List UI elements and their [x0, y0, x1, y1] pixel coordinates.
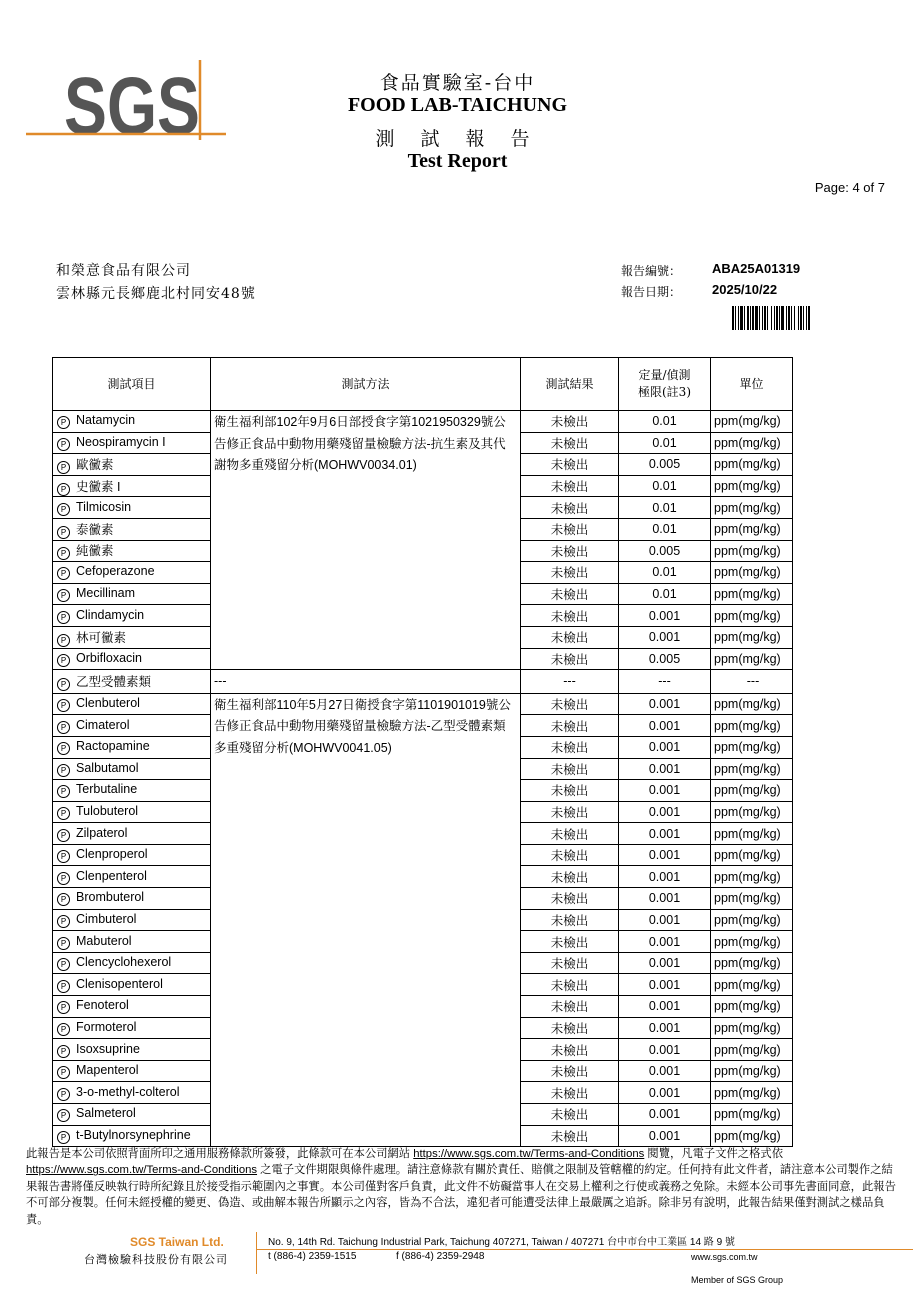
unit-cell: ppm(mg/kg): [711, 758, 793, 780]
p-marker-icon: P: [57, 547, 70, 560]
result-cell: 未檢出: [521, 715, 619, 737]
results-table: [52, 357, 793, 1147]
test-method-cell: 衛生福利部110年5月27日衛授食字第1101901019號公告修正食品中動物用藥殘留量檢驗方法-乙型受體素類多重殘留分析(MOHWV0041.05): [211, 693, 521, 1146]
unit-cell: ppm(mg/kg): [711, 1039, 793, 1061]
report-date: 2025/10/22: [712, 282, 778, 297]
unit-cell: ppm(mg/kg): [711, 823, 793, 845]
p-marker-icon: P: [57, 611, 70, 624]
result-cell: 未檢出: [521, 605, 619, 627]
p-marker-icon: P: [57, 829, 70, 842]
result-cell: 未檢出: [521, 974, 619, 996]
test-item-name: t-Butylnorsynephrine: [76, 1127, 191, 1142]
footer-fax: f (886-4) 2359-2948: [396, 1251, 485, 1262]
limit-cell: 0.01: [619, 562, 711, 584]
p-marker-icon: P: [57, 416, 70, 429]
limit-cell: 0.01: [619, 583, 711, 605]
limit-cell: 0.001: [619, 626, 711, 648]
p-marker-icon: P: [57, 721, 70, 734]
report-title-zh: 測 試 報 告: [375, 128, 540, 150]
test-item-name: Fenoterol: [76, 998, 129, 1013]
p-marker-icon: P: [57, 915, 70, 928]
limit-cell: 0.001: [619, 758, 711, 780]
p-marker-icon: P: [57, 526, 70, 539]
footer-telephone: t (886-4) 2359-1515: [268, 1251, 357, 1262]
limit-cell: 0.001: [619, 909, 711, 931]
unit-cell: ppm(mg/kg): [711, 996, 793, 1018]
test-item-cell: [53, 931, 211, 953]
result-cell: 未檢出: [521, 823, 619, 845]
result-cell: 未檢出: [521, 888, 619, 910]
result-cell: 未檢出: [521, 1039, 619, 1061]
test-item-cell: [53, 626, 211, 648]
test-item-cell: [53, 1017, 211, 1039]
test-item-cell: [53, 518, 211, 540]
p-marker-icon: P: [57, 1023, 70, 1036]
test-item-name: Salmeterol: [76, 1106, 136, 1121]
result-cell: 未檢出: [521, 1125, 619, 1147]
terms-link-1[interactable]: https://www.sgs.com.tw/Terms-and-Conditions: [413, 1148, 645, 1160]
p-marker-icon: P: [57, 503, 70, 516]
terms-link-2[interactable]: https://www.sgs.com.tw/Terms-and-Conditions: [26, 1164, 258, 1177]
test-item-name: 林可黴素: [76, 630, 127, 645]
p-marker-icon: P: [57, 893, 70, 906]
unit-cell: ppm(mg/kg): [711, 518, 793, 540]
limit-cell: 0.001: [619, 974, 711, 996]
p-marker-icon: P: [57, 958, 70, 971]
limit-cell: 0.001: [619, 996, 711, 1018]
p-marker-icon: P: [57, 872, 70, 885]
disclaimer-text-2: 閱覽，凡電子文件之格式依: [644, 1148, 783, 1160]
limit-cell: 0.001: [619, 888, 711, 910]
p-marker-icon: P: [57, 764, 70, 777]
result-cell: 未檢出: [521, 1060, 619, 1082]
unit-cell: ppm(mg/kg): [711, 715, 793, 737]
results-body: [53, 411, 793, 1147]
test-item-name: 3-o-methyl-colterol: [76, 1084, 180, 1099]
test-item-name: 史黴素 I: [76, 479, 121, 494]
test-item-name: Mabuterol: [76, 933, 132, 948]
header-test-method: 測試方法: [211, 358, 521, 411]
test-item-name: Clindamycin: [76, 607, 145, 622]
svg-text:SGS: SGS: [64, 61, 200, 140]
unit-cell: ppm(mg/kg): [711, 475, 793, 497]
test-item-name: Mecillinam: [76, 586, 136, 601]
client-name: 和榮意食品有限公司: [56, 263, 191, 279]
p-marker-icon: P: [57, 1109, 70, 1122]
test-item-cell: [53, 411, 211, 433]
test-item-cell: [53, 562, 211, 584]
unit-cell: ppm(mg/kg): [711, 1060, 793, 1082]
test-item-name: Neospiramycin I: [76, 434, 166, 449]
header-limit: [619, 358, 711, 411]
unit-cell: ppm(mg/kg): [711, 626, 793, 648]
barcode: [732, 306, 860, 330]
result-cell: 未檢出: [521, 780, 619, 802]
client-address: 雲林縣元長鄉鹿北村同安48號: [56, 286, 256, 302]
p-marker-icon: P: [57, 850, 70, 863]
test-item-cell: [53, 1060, 211, 1082]
unit-cell: ppm(mg/kg): [711, 1104, 793, 1126]
test-item-cell: [53, 475, 211, 497]
unit-cell: ppm(mg/kg): [711, 866, 793, 888]
result-cell: 未檢出: [521, 909, 619, 931]
test-item-name: Terbutaline: [76, 782, 138, 797]
test-item-name: Tilmicosin: [76, 499, 132, 514]
unit-cell: ppm(mg/kg): [711, 540, 793, 562]
result-cell: 未檢出: [521, 758, 619, 780]
p-marker-icon: P: [57, 634, 70, 647]
test-item-name: Natamycin: [76, 413, 136, 428]
test-item-cell: [53, 693, 211, 715]
p-marker-icon: P: [57, 699, 70, 712]
limit-cell: 0.001: [619, 736, 711, 758]
result-cell: 未檢出: [521, 648, 619, 670]
test-item-cell: [53, 974, 211, 996]
p-marker-icon: P: [57, 438, 70, 451]
test-item-cell: [53, 1125, 211, 1147]
p-marker-icon: P: [57, 1001, 70, 1014]
limit-cell: 0.001: [619, 1082, 711, 1104]
limit-cell: 0.001: [619, 780, 711, 802]
unit-cell: ppm(mg/kg): [711, 844, 793, 866]
report-number-label: 報告編號：: [621, 264, 682, 278]
result-cell: 未檢出: [521, 583, 619, 605]
limit-cell: 0.001: [619, 1060, 711, 1082]
limit-cell: 0.001: [619, 931, 711, 953]
table-row: [53, 411, 793, 433]
unit-cell: ppm(mg/kg): [711, 1125, 793, 1147]
header-limit-text: 定量/偵測 極限(註3): [638, 368, 691, 399]
test-item-cell: [53, 736, 211, 758]
test-item-name: Orbifloxacin: [76, 650, 142, 665]
test-item-cell: [53, 888, 211, 910]
unit-cell: ppm(mg/kg): [711, 952, 793, 974]
unit-cell: ppm(mg/kg): [711, 931, 793, 953]
limit-cell: 0.01: [619, 432, 711, 454]
limit-cell: 0.001: [619, 1125, 711, 1147]
result-cell: 未檢出: [521, 693, 619, 715]
disclaimer-text-1: 此報告是本公司依照背面所印之通用服務條款所簽發，此條款可在本公司網站: [26, 1148, 414, 1160]
table-row: [53, 693, 793, 715]
p-marker-icon: P: [57, 567, 70, 580]
test-item-name: Mapenterol: [76, 1063, 139, 1078]
result-cell: 未檢出: [521, 1104, 619, 1126]
result-cell: 未檢出: [521, 952, 619, 974]
lab-name-zh: 食品實驗室-台中: [379, 72, 536, 94]
test-item-name: 乙型受體素類: [76, 674, 152, 689]
footer-company-en: SGS Taiwan Ltd.: [130, 1235, 224, 1249]
unit-cell: ppm(mg/kg): [711, 780, 793, 802]
test-item-name: Clenisopenterol: [76, 976, 163, 991]
test-item-cell: [53, 670, 211, 694]
result-cell: 未檢出: [521, 411, 619, 433]
unit-cell: ppm(mg/kg): [711, 736, 793, 758]
footer-divider-horizontal: [256, 1249, 913, 1250]
limit-cell: 0.001: [619, 1017, 711, 1039]
report-number: ABA25A01319: [712, 261, 801, 276]
result-cell: 未檢出: [521, 866, 619, 888]
test-item-cell: [53, 823, 211, 845]
footer-member: Member of SGS Group: [691, 1275, 784, 1285]
p-marker-icon: P: [57, 1045, 70, 1058]
result-cell: 未檢出: [521, 562, 619, 584]
p-marker-icon: P: [57, 937, 70, 950]
disclaimer-text-3: 之電子文件期限與條件處理。請注意條款有關於責任、賠償之限制及管轄權的約定。任何持有此文件者，請注意本公司製作之結果報告書將僅反映執行時所紀錄且於接受指示範圍內之事實。本公司僅對客戶負責，此文件不妨礙當事人在交易上權利之行使或義務之免除。未經本公司事先書面同意，此報告不可部分複製。任何未經授權的變更、偽造、或曲解本報告所顯示之內容，皆為不合法，違犯者可能遭受法律上最嚴厲之追訴。除非另有說明，此報告結果僅對測試之樣品負責。: [26, 1164, 896, 1226]
test-item-name: Cimaterol: [76, 717, 130, 732]
p-marker-icon: P: [57, 1066, 70, 1079]
test-item-cell: [53, 540, 211, 562]
unit-cell: ppm(mg/kg): [711, 562, 793, 584]
result-cell: 未檢出: [521, 454, 619, 476]
unit-cell: ppm(mg/kg): [711, 497, 793, 519]
p-marker-icon: P: [57, 980, 70, 993]
footer-address: No. 9, 14th Rd. Taichung Industrial Park, Taichung 407271, Taiwan / 407271 台中市台中工業區 14 路 9 號: [268, 1237, 735, 1248]
p-marker-icon: P: [57, 461, 70, 474]
test-item-name: Isoxsuprine: [76, 1041, 140, 1056]
result-cell: 未檢出: [521, 432, 619, 454]
unit-cell: ppm(mg/kg): [711, 605, 793, 627]
limit-cell: ---: [619, 670, 711, 694]
header-unit: 單位: [711, 358, 793, 411]
p-marker-icon: P: [57, 589, 70, 602]
test-item-cell: [53, 866, 211, 888]
test-item-name: 純黴素: [76, 544, 114, 559]
limit-cell: 0.01: [619, 475, 711, 497]
test-item-name: Clenproperol: [76, 847, 148, 862]
test-item-cell: [53, 454, 211, 476]
result-cell: 未檢出: [521, 931, 619, 953]
limit-cell: 0.001: [619, 1039, 711, 1061]
test-item-cell: [53, 996, 211, 1018]
unit-cell: ppm(mg/kg): [711, 801, 793, 823]
test-item-cell: [53, 1082, 211, 1104]
limit-cell: 0.001: [619, 1104, 711, 1126]
result-cell: 未檢出: [521, 996, 619, 1018]
limit-cell: 0.001: [619, 844, 711, 866]
result-cell: 未檢出: [521, 801, 619, 823]
p-marker-icon: P: [57, 1131, 70, 1144]
header-test-result: 測試結果: [521, 358, 619, 411]
result-cell: 未檢出: [521, 1017, 619, 1039]
test-item-cell: [53, 1104, 211, 1126]
p-marker-icon: P: [57, 742, 70, 755]
test-item-name: Zilpaterol: [76, 825, 128, 840]
limit-cell: 0.001: [619, 801, 711, 823]
test-item-name: Clencyclohexerol: [76, 955, 172, 970]
footer-divider-vertical: [256, 1232, 257, 1274]
limit-cell: 0.005: [619, 540, 711, 562]
unit-cell: ppm(mg/kg): [711, 1082, 793, 1104]
limit-cell: 0.001: [619, 823, 711, 845]
unit-cell: ppm(mg/kg): [711, 1017, 793, 1039]
footer-company-zh: 台灣檢驗科技股份有限公司: [84, 1253, 228, 1266]
test-item-cell: [53, 844, 211, 866]
result-cell: 未檢出: [521, 844, 619, 866]
test-item-cell: [53, 780, 211, 802]
test-item-name: Formoterol: [76, 1019, 137, 1034]
lab-name-en: FOOD LAB-TAICHUNG: [347, 94, 568, 116]
test-item-cell: [53, 1039, 211, 1061]
test-item-name: 歐黴素: [76, 457, 114, 472]
test-item-name: Ractopamine: [76, 739, 150, 754]
limit-cell: 0.01: [619, 497, 711, 519]
test-item-name: Cefoperazone: [76, 564, 155, 579]
limit-cell: 0.001: [619, 605, 711, 627]
limit-cell: 0.01: [619, 411, 711, 433]
unit-cell: ppm(mg/kg): [711, 648, 793, 670]
unit-cell: ppm(mg/kg): [711, 583, 793, 605]
result-cell: 未檢出: [521, 497, 619, 519]
test-item-name: Clenbuterol: [76, 696, 140, 711]
test-item-name: Tulobuterol: [76, 803, 139, 818]
table-row: [53, 670, 793, 694]
limit-cell: 0.005: [619, 454, 711, 476]
header-test-item: 測試項目: [53, 358, 211, 411]
result-cell: ---: [521, 670, 619, 694]
table-header-row: [53, 358, 793, 411]
test-item-name: Clenpenterol: [76, 868, 147, 883]
test-item-cell: [53, 583, 211, 605]
limit-cell: 0.005: [619, 648, 711, 670]
test-item-cell: [53, 715, 211, 737]
test-item-name: 泰黴素: [76, 522, 114, 537]
result-cell: 未檢出: [521, 518, 619, 540]
p-marker-icon: P: [57, 807, 70, 820]
result-cell: 未檢出: [521, 736, 619, 758]
unit-cell: ppm(mg/kg): [711, 909, 793, 931]
report-date-label: 報告日期：: [621, 285, 682, 299]
page-number: Page: 4 of 7: [814, 180, 885, 195]
test-item-cell: [53, 952, 211, 974]
limit-cell: 0.001: [619, 952, 711, 974]
test-item-cell: [53, 605, 211, 627]
report-title-en: Test Report: [407, 150, 508, 172]
test-method-cell: 衛生福利部102年9月6日部授食字第1021950329號公告修正食品中動物用藥殘留量檢驗方法-抗生素及其代謝物多重殘留分析(MOHWV0034.01): [211, 411, 521, 670]
limit-cell: 0.01: [619, 518, 711, 540]
unit-cell: ppm(mg/kg): [711, 411, 793, 433]
sgs-logo: [26, 60, 226, 140]
disclaimer: [26, 1146, 896, 1228]
unit-cell: ppm(mg/kg): [711, 974, 793, 996]
result-cell: 未檢出: [521, 1082, 619, 1104]
test-item-cell: [53, 497, 211, 519]
unit-cell: ---: [711, 670, 793, 694]
test-item-name: Brombuterol: [76, 890, 145, 905]
p-marker-icon: P: [57, 678, 70, 691]
test-item-cell: [53, 648, 211, 670]
test-item-cell: [53, 758, 211, 780]
unit-cell: ppm(mg/kg): [711, 432, 793, 454]
result-cell: 未檢出: [521, 626, 619, 648]
test-item-name: Cimbuterol: [76, 911, 137, 926]
test-method-cell: ---: [211, 670, 521, 694]
unit-cell: ppm(mg/kg): [711, 693, 793, 715]
limit-cell: 0.001: [619, 693, 711, 715]
test-item-cell: [53, 909, 211, 931]
result-cell: 未檢出: [521, 540, 619, 562]
p-marker-icon: P: [57, 654, 70, 667]
test-item-cell: [53, 801, 211, 823]
footer-website[interactable]: www.sgs.com.tw: [691, 1252, 758, 1262]
test-item-name: Salbutamol: [76, 760, 139, 775]
limit-cell: 0.001: [619, 715, 711, 737]
limit-cell: 0.001: [619, 866, 711, 888]
test-item-cell: [53, 432, 211, 454]
p-marker-icon: P: [57, 785, 70, 798]
p-marker-icon: P: [57, 1088, 70, 1101]
unit-cell: ppm(mg/kg): [711, 888, 793, 910]
p-marker-icon: P: [57, 483, 70, 496]
unit-cell: ppm(mg/kg): [711, 454, 793, 476]
result-cell: 未檢出: [521, 475, 619, 497]
